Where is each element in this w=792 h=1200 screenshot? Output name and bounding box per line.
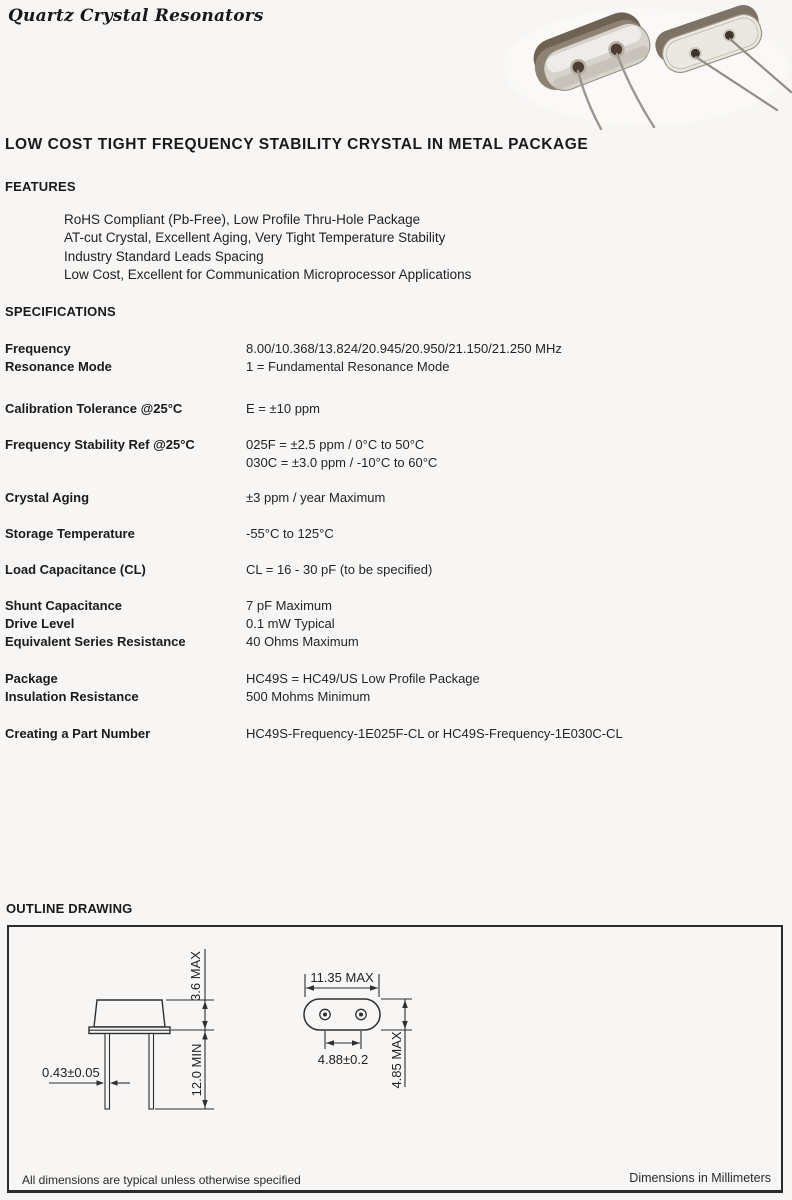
spec-row-crystal-aging — [5, 490, 792, 505]
spec-row-load-capacitance — [5, 562, 792, 577]
dim-body-height-label: 3.6 MAX — [188, 951, 203, 1001]
spec-value: ±3 ppm / year Maximum — [246, 490, 386, 505]
spec-label: Equivalent Series Resistance — [5, 634, 186, 649]
spec-row-drive-level — [5, 616, 792, 631]
spec-value: 500 Mohms Minimum — [246, 689, 371, 704]
dimensions-note: All dimensions are typical unless otherwise specified — [22, 1173, 301, 1187]
feature-item: Low Cost, Excellent for Communication Microprocessor Applications — [64, 267, 472, 283]
spec-label: Resonance Mode — [5, 359, 112, 374]
feature-item: Industry Standard Leads Spacing — [64, 248, 264, 264]
spec-row-part-number — [5, 726, 792, 741]
outline-drawing-heading: OUTLINE DRAWING — [6, 901, 133, 916]
spec-value: 7 pF Maximum — [246, 598, 332, 613]
dim-lead-spacing-label: 4.88±0.2 — [317, 1052, 369, 1067]
spec-label: Creating a Part Number — [5, 726, 151, 741]
spec-value: 0.1 mW Typical — [246, 616, 335, 631]
spec-label: Insulation Resistance — [5, 689, 139, 704]
feature-item: AT-cut Crystal, Excellent Aging, Very Tight Temperature Stability — [64, 230, 446, 246]
spec-value: HC49S-Frequency-1E025F-CL or HC49S-Frequency-1E030C-CL — [246, 726, 623, 741]
spec-label: Calibration Tolerance @25°C — [5, 401, 183, 416]
spec-value: 1 = Fundamental Resonance Mode — [246, 359, 450, 374]
features-heading: FEATURES — [5, 179, 76, 194]
spec-label: Frequency Stability Ref @25°C — [5, 437, 195, 452]
spec-label: Storage Temperature — [5, 526, 135, 541]
spec-value: -55°C to 125°C — [246, 526, 334, 541]
spec-label: Frequency — [5, 341, 71, 356]
dim-package-depth-label: 4.85 MAX — [389, 1031, 404, 1089]
spec-value: 40 Ohms Maximum — [246, 634, 359, 649]
spec-row-insulation-resistance — [5, 689, 792, 704]
specifications-heading: SPECIFICATIONS — [5, 304, 116, 319]
page-title: LOW COST TIGHT FREQUENCY STABILITY CRYSTAL IN METAL PACKAGE — [5, 136, 589, 153]
crystal-photo — [500, 5, 792, 135]
dim-lead-diameter-label: 0.43±0.05 — [42, 1065, 100, 1080]
spec-label: Shunt Capacitance — [5, 598, 123, 613]
brand-title: Quartz Crystal Resonators — [8, 6, 264, 26]
spec-label: Load Capacitance (CL) — [5, 562, 146, 577]
spec-value: CL = 16 - 30 pF (to be specified) — [246, 562, 433, 577]
units-note: Dimensions in Millimeters — [629, 1171, 771, 1185]
outline-drawing-box — [7, 925, 783, 1193]
spec-row-esr — [5, 634, 792, 649]
dim-lead-length-label: 12.0 MIN — [189, 1043, 204, 1097]
spec-row-frequency — [5, 341, 792, 356]
spec-row-package — [5, 671, 792, 686]
spec-label: Crystal Aging — [5, 490, 90, 505]
spec-row-resonance-mode — [5, 359, 792, 374]
spec-value: 030C = ±3.0 ppm / -10°C to 60°C — [246, 455, 438, 470]
spec-value: E = ±10 ppm — [246, 401, 320, 416]
spec-row-frequency-stability — [5, 437, 792, 452]
spec-row-storage-temperature — [5, 526, 792, 541]
spec-label: Drive Level — [5, 616, 75, 631]
spec-value: HC49S = HC49/US Low Profile Package — [246, 671, 480, 686]
outline-drawing — [9, 927, 781, 1189]
spec-label: Package — [5, 671, 58, 686]
spec-row-frequency-stability-2 — [5, 455, 792, 470]
spec-value: 8.00/10.368/13.824/20.945/20.950/21.150/21.250 MHz — [246, 341, 562, 356]
features-list — [64, 211, 471, 285]
spec-value: 025F = ±2.5 ppm / 0°C to 50°C — [246, 437, 425, 452]
spec-row-shunt-capacitance — [5, 598, 792, 613]
dim-package-width-label: 11.35 MAX — [310, 970, 374, 985]
feature-item: RoHS Compliant (Pb-Free), Low Profile Thru-Hole Package — [64, 212, 421, 227]
spec-row-calibration-tolerance — [5, 401, 792, 416]
